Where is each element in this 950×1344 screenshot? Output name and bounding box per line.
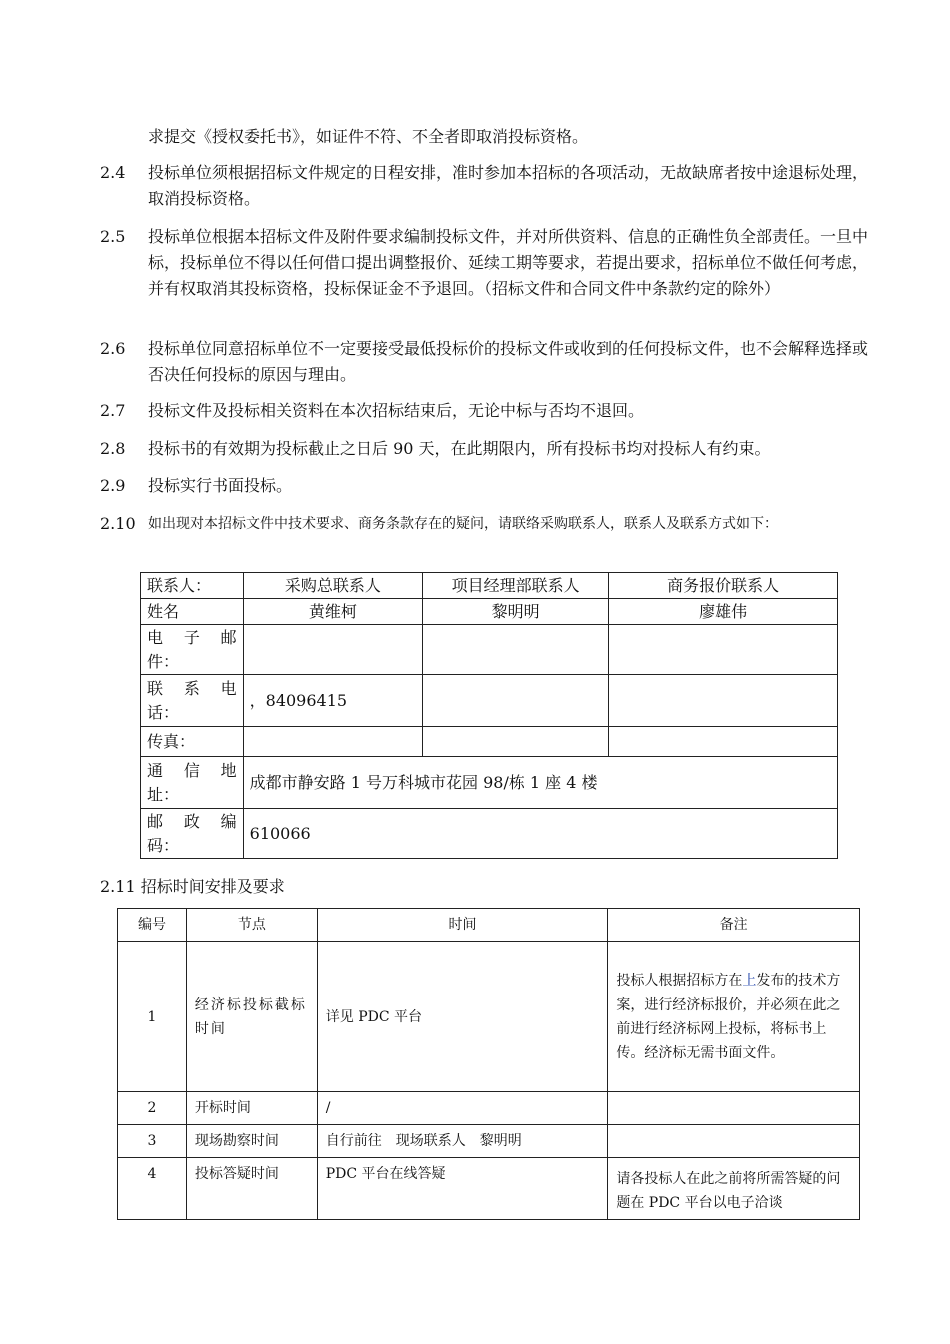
address-label-line2: 址： [147, 784, 180, 804]
schedule-time: 自行前往 现场联系人 黎明明 [317, 1125, 608, 1158]
schedule-note-text-cont: 发布的技术方案，进行经济标报价，并必须在此之前进行经济标网上投标，将标书上传。经济标无需书面文件。 [616, 972, 841, 1061]
clause-text: 投标文件及投标相关资料在本次招标结束后，无论中标与否均不退回。 [148, 401, 645, 420]
table-row [141, 573, 838, 599]
table-row [141, 675, 838, 727]
address-label [141, 757, 244, 809]
clause-2-6 [100, 336, 880, 388]
schedule-no: 1 [118, 942, 187, 1092]
clause-number: 2.4 [100, 163, 126, 182]
clause-2-8 [100, 436, 880, 462]
clause-number: 2.9 [100, 476, 126, 495]
schedule-header-no: 编号 [118, 909, 187, 942]
schedule-node: 投标答疑时间 [186, 1158, 317, 1220]
clause-text: 投标单位须根据招标文件规定的日程安排，准时参加本招标的各项活动，无故缺席者按中途退标处理，取消投标资格。 [148, 163, 869, 208]
clause-text: 如出现对本招标文件中技术要求、商务条款存在的疑问，请联络采购联系人，联系人及联系方式如下： [148, 516, 778, 532]
table-row [141, 599, 838, 625]
name-commercial: 廖雄伟 [609, 599, 838, 625]
name-pm: 黎明明 [423, 599, 609, 625]
contacts-table [140, 572, 838, 859]
clause-text: 投标书的有效期为投标截止之日后 90 天，在此期限内，所有投标书均对投标人有约束。 [148, 439, 771, 458]
schedule-header-node: 节点 [186, 909, 317, 942]
table-row [141, 727, 838, 757]
schedule-note [608, 1092, 860, 1125]
schedule-note: 请各投标人在此之前将所需答疑的问题在 PDC 平台以电子洽谈 [608, 1158, 860, 1220]
schedule-table [117, 908, 860, 1220]
schedule-note [608, 942, 860, 1092]
schedule-time: 详见 PDC 平台 [317, 942, 608, 1092]
address-label-line1: 通 信 地 [147, 760, 237, 780]
schedule-node: 经济标投标截标时间 [186, 942, 317, 1092]
fax-purchase [243, 727, 422, 757]
schedule-note [608, 1125, 860, 1158]
clause-number: 2.6 [100, 339, 126, 358]
contact-header-purchase: 采购总联系人 [243, 573, 422, 599]
contact-header-commercial: 商务报价联系人 [609, 573, 838, 599]
schedule-no: 4 [118, 1158, 187, 1220]
clause-number: 2.5 [100, 227, 126, 246]
name-label: 姓名 [141, 599, 244, 625]
fax-label: 传真： [141, 727, 244, 757]
email-label-line1: 电 子 邮 [147, 627, 237, 647]
clause-2-9 [100, 473, 880, 499]
email-pm [423, 625, 609, 675]
postal-label-line1: 邮 政 编 [147, 811, 237, 831]
schedule-no: 3 [118, 1125, 187, 1158]
clause-2-10 [100, 512, 880, 536]
table-row [118, 1125, 860, 1158]
schedule-node: 现场勘察时间 [186, 1125, 317, 1158]
contact-header-pm: 项目经理部联系人 [423, 573, 609, 599]
schedule-note-link[interactable]: 上 [742, 972, 757, 989]
phone-purchase: ，84096415 [243, 675, 422, 727]
schedule-header-note: 备注 [608, 909, 860, 942]
phone-pm [423, 675, 609, 727]
email-label [141, 625, 244, 675]
phone-label-line1: 联 系 电 [147, 678, 237, 698]
clause-text: 投标单位根据本招标文件及附件要求编制投标文件，并对所供资料、信息的正确性负全部责任。一旦中标，投标单位不得以任何借口提出调整报价、延续工期等要求，若提出要求，招标单位不做任何考虑，并有权取消其投标资格，投标保证金不予退回。（招标文件和合同文件中条款约定的除外） [148, 227, 869, 298]
postal-value: 610066 [243, 809, 837, 859]
clause-2-4 [100, 160, 880, 212]
table-row [118, 1092, 860, 1125]
clause-number: 2.10 [100, 514, 136, 533]
table-row [118, 942, 860, 1092]
clause-number: 2.7 [100, 401, 126, 420]
clause-text: 投标实行书面投标。 [148, 476, 293, 495]
postal-label [141, 809, 244, 859]
address-value: 成都市静安路 1 号万科城市花园 98/栋 1 座 4 楼 [243, 757, 837, 809]
phone-commercial [609, 675, 838, 727]
schedule-time: PDC 平台在线答疑 [317, 1158, 608, 1220]
phone-label [141, 675, 244, 727]
schedule-no: 2 [118, 1092, 187, 1125]
schedule-note-text: 投标人根据招标方在 [616, 972, 743, 989]
clause-2-5 [100, 224, 880, 302]
phone-label-line2: 话： [147, 702, 180, 722]
table-row [118, 1158, 860, 1220]
postal-label-line2: 码： [147, 835, 180, 855]
intro-line: 求提交《授权委托书》，如证件不符、不全者即取消投标资格。 [148, 127, 589, 146]
clause-number: 2.8 [100, 439, 126, 458]
email-purchase [243, 625, 422, 675]
email-commercial [609, 625, 838, 675]
name-purchase: 黄维柯 [243, 599, 422, 625]
section-2-11-heading: 2.11 招标时间安排及要求 [100, 877, 285, 896]
schedule-node: 开标时间 [186, 1092, 317, 1125]
table-row [141, 809, 838, 859]
schedule-header-time: 时间 [317, 909, 608, 942]
table-row [141, 757, 838, 809]
schedule-time: / [317, 1092, 608, 1125]
fax-pm [423, 727, 609, 757]
table-row [141, 625, 838, 675]
clause-2-7 [100, 398, 880, 424]
email-label-line2: 件： [147, 651, 180, 671]
clause-text: 投标单位同意招标单位不一定要接受最低投标价的投标文件或收到的任何投标文件，也不会解释选择或否决任何投标的原因与理由。 [148, 339, 869, 384]
table-row [118, 909, 860, 942]
contact-header-label: 联系人： [141, 573, 244, 599]
fax-commercial [609, 727, 838, 757]
